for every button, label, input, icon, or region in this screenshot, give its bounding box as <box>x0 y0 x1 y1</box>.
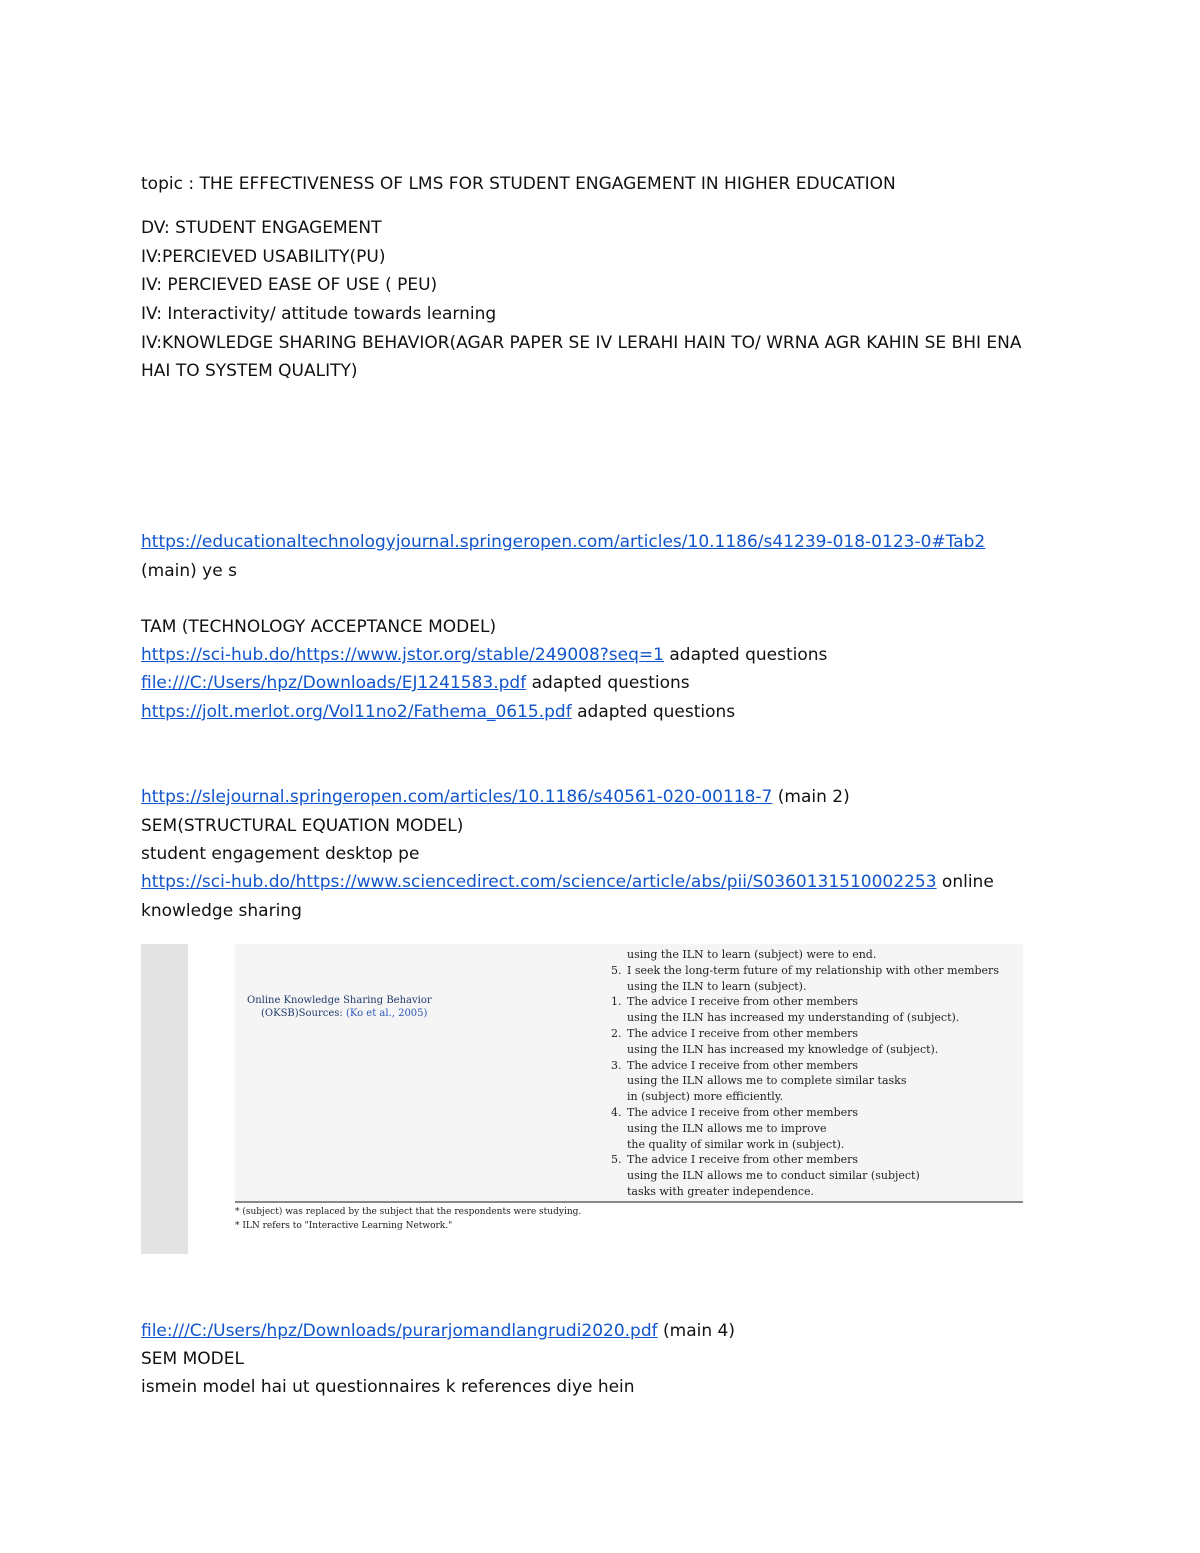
item-text: using the ILN allows me to conduct similar (subject) <box>627 1169 920 1183</box>
link-jstor[interactable]: https://sci-hub.do/https://www.jstor.org/stable/249008?seq=1 <box>141 645 664 665</box>
final-note: ismein model hai ut questionnaires k references diye hein <box>141 1377 635 1397</box>
sem-reference-line <box>141 786 850 808</box>
questionnaire-row <box>611 1184 999 1200</box>
footnote-1: * (subject) was replaced by the subject that the respondents were studying. <box>235 1207 582 1217</box>
tam-reference-2-note: adapted questions <box>526 673 690 693</box>
sem-reference-line-2 <box>141 871 994 893</box>
item-text: using the ILN to learn (subject). <box>627 979 807 993</box>
final-reference-line <box>141 1320 735 1342</box>
item-text: using the ILN allows me to complete similar tasks <box>627 1074 907 1088</box>
questionnaire-row <box>611 1168 999 1184</box>
tam-heading: TAM (TECHNOLOGY ACCEPTANCE MODEL) <box>141 617 497 637</box>
questionnaire-row <box>611 994 999 1010</box>
questionnaire-row <box>611 1010 999 1026</box>
tam-reference-1 <box>141 644 827 666</box>
item-text: The advice I receive from other members <box>627 1058 859 1072</box>
item-text: using the ILN has increased my understanding of (subject). <box>627 1011 960 1025</box>
embedded-image-sidebar <box>141 944 188 1254</box>
questionnaire-row <box>611 1042 999 1058</box>
reference-note-1: (main) ye s <box>141 561 237 581</box>
sem-note: student engagement desktop pe <box>141 844 420 864</box>
item-text: The advice I receive from other members <box>627 1153 859 1167</box>
construct-label <box>247 994 432 1020</box>
tam-reference-1-note: adapted questions <box>663 645 828 665</box>
item-number: 1. <box>611 995 622 1009</box>
questionnaire-row <box>611 1121 999 1137</box>
sem-reference-note: (main 2) <box>772 787 850 807</box>
link-ej1241583-pdf[interactable]: file:///C:/Users/hpz/Downloads/EJ1241583.pdf <box>141 673 527 693</box>
item-number: 3. <box>611 1058 622 1072</box>
link-slejournal[interactable]: https://slejournal.springeropen.com/articles/10.1186/s40561-020-00118-7 <box>141 787 773 807</box>
questionnaire-row <box>611 1105 999 1121</box>
tam-reference-3 <box>141 701 735 723</box>
variable-dv: DV: STUDENT ENGAGEMENT <box>141 218 382 238</box>
link-sciencedirect[interactable]: https://sci-hub.do/https://www.sciencedirect.com/science/article/abs/pii/S0360131510002253 <box>141 872 937 892</box>
questionnaire-row <box>611 1058 999 1074</box>
footnote-2: * ILN refers to "Interactive Learning Network." <box>235 1221 453 1231</box>
questionnaire-row <box>611 1073 999 1089</box>
link-edtech-journal[interactable]: https://educationaltechnologyjournal.springeropen.com/articles/10.1186/s41239-018-0123-0#Tab2 <box>141 532 986 552</box>
questionnaire-row <box>611 1137 999 1153</box>
questionnaire-row <box>611 979 999 995</box>
item-text: using the ILN to learn (subject) were to end. <box>627 948 877 961</box>
item-text: The advice I receive from other members <box>627 1105 859 1119</box>
questionnaire-row <box>611 1152 999 1168</box>
variable-iv-knowledge-sharing: IV:KNOWLEDGE SHARING BEHAVIOR(AGAR PAPER SE IV LERAHI HAIN TO/ WRNA AGR KAHIN SE BHI ENA <box>141 333 1022 353</box>
sem-note-2: knowledge sharing <box>141 901 302 921</box>
item-text: the quality of similar work in (subject). <box>627 1137 845 1151</box>
questionnaire-row <box>611 1089 999 1105</box>
construct-title: Online Knowledge Sharing Behavior <box>247 995 432 1006</box>
final-heading: SEM MODEL <box>141 1349 244 1369</box>
item-text: I seek the long-term future of my relationship with other members <box>627 963 999 977</box>
sem-heading: SEM(STRUCTURAL EQUATION MODEL) <box>141 816 464 836</box>
construct-citation: (Ko et al., 2005) <box>345 1008 428 1019</box>
variable-iv-interactivity: IV: Interactivity/ attitude towards learning <box>141 304 497 324</box>
link-jolt-merlot[interactable]: https://jolt.merlot.org/Vol11no2/Fathema_0615.pdf <box>141 702 572 722</box>
variable-iv-peu: IV: PERCIEVED EASE OF USE ( PEU) <box>141 275 438 295</box>
final-reference-note: (main 4) <box>657 1321 735 1341</box>
tam-reference-3-note: adapted questions <box>571 702 736 722</box>
questionnaire-row <box>611 1026 999 1042</box>
item-number: 5. <box>611 1153 622 1167</box>
item-number: 5. <box>611 963 622 977</box>
embedded-table-image <box>141 944 1023 1254</box>
item-number: 2. <box>611 1026 622 1040</box>
questionnaire-row <box>611 963 999 979</box>
item-text: in (subject) more efficiently. <box>627 1090 784 1104</box>
item-text: The advice I receive from other members <box>627 1026 859 1040</box>
item-number: 4. <box>611 1105 622 1119</box>
item-text: The advice I receive from other members <box>627 995 859 1009</box>
variable-iv-continued: HAI TO SYSTEM QUALITY) <box>141 361 358 381</box>
variable-iv-pu: IV:PERCIEVED USABILITY(PU) <box>141 247 386 267</box>
reference-line-1 <box>141 531 985 553</box>
link-purarjomandlangrudi-pdf[interactable]: file:///C:/Users/hpz/Downloads/purarjomandlangrudi2020.pdf <box>141 1321 658 1341</box>
sem-reference-2-note: online <box>936 872 994 892</box>
table-footnotes <box>235 1205 581 1233</box>
item-text: using the ILN has increased my knowledge of (subject). <box>627 1042 939 1056</box>
questionnaire-items <box>611 947 999 1200</box>
construct-source <box>247 1007 432 1020</box>
item-text: tasks with greater independence. <box>627 1184 815 1198</box>
item-text: using the ILN allows me to improve <box>627 1121 827 1135</box>
questionnaire-row <box>611 947 999 963</box>
topic-line: topic : THE EFFECTIVENESS OF LMS FOR STUDENT ENGAGEMENT IN HIGHER EDUCATION <box>141 174 896 194</box>
tam-reference-2 <box>141 672 690 694</box>
construct-source-text: (OKSB)Sources: <box>261 1008 346 1019</box>
